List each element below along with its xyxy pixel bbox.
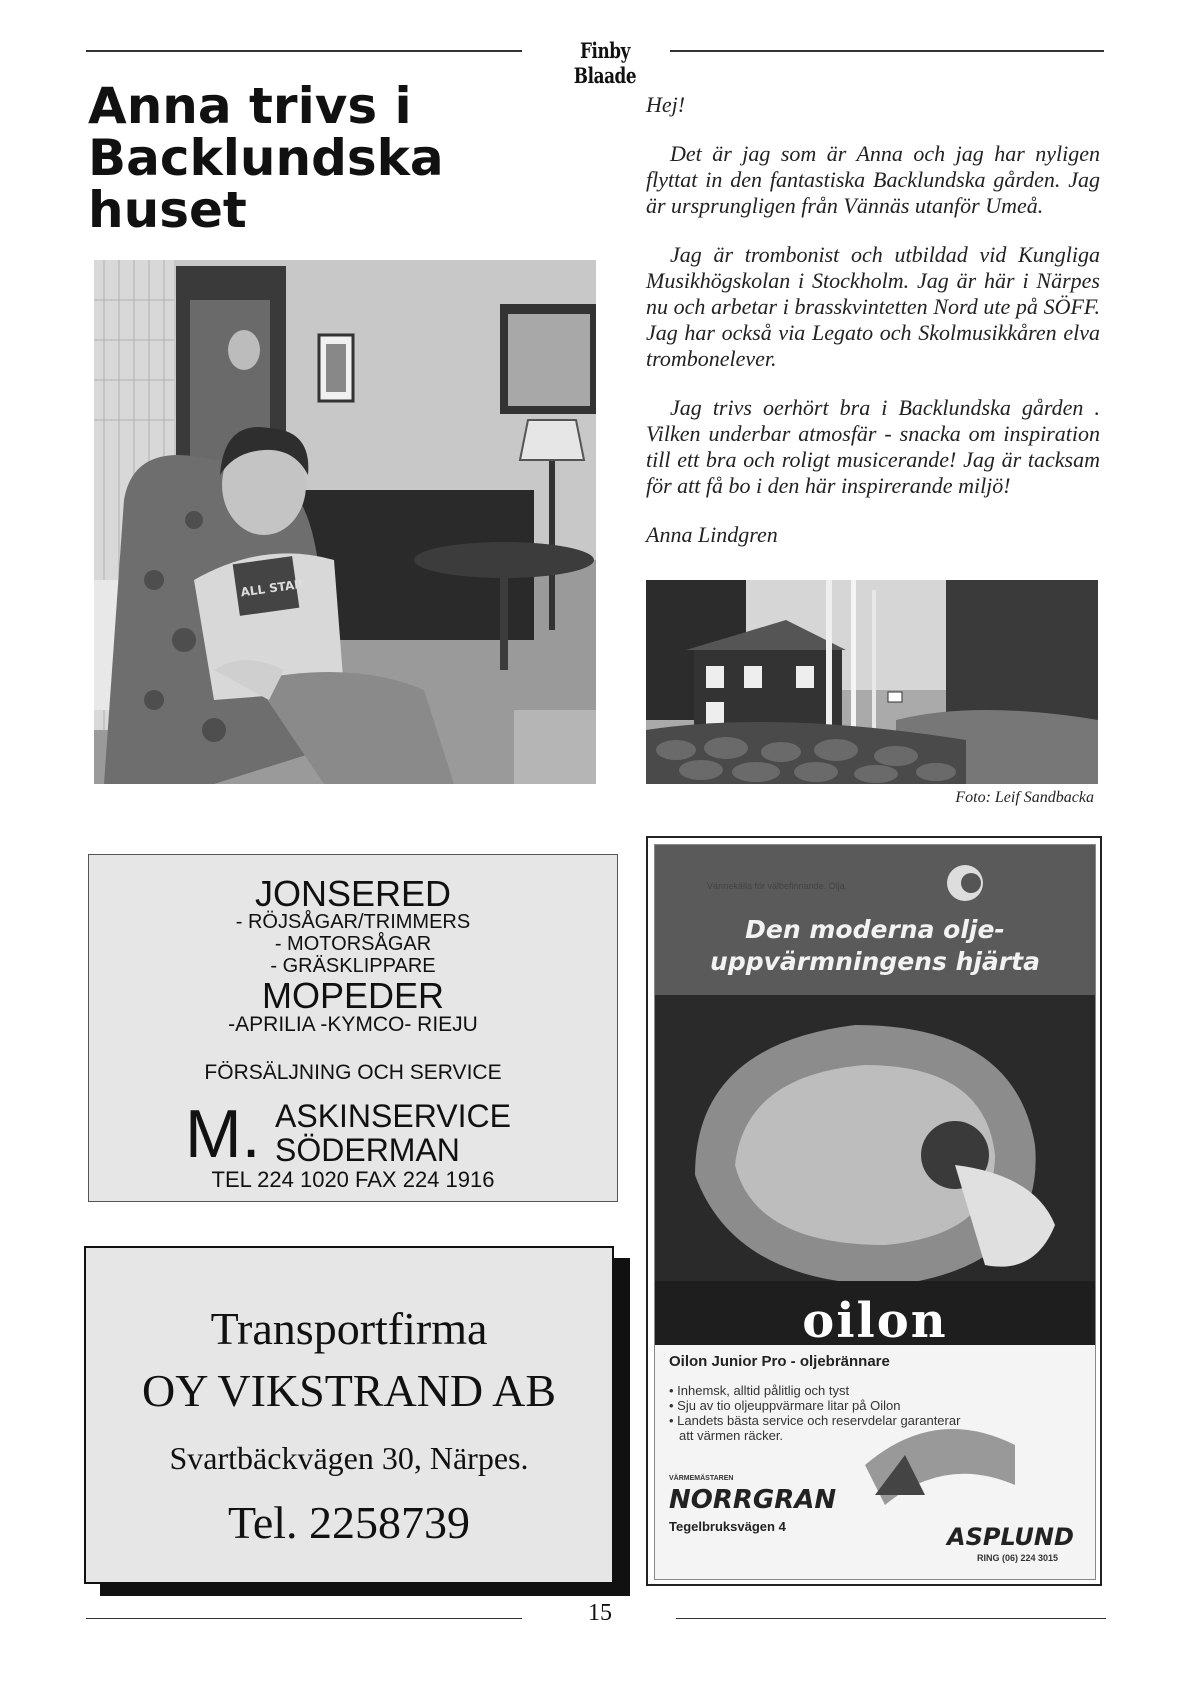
article-paragraph: Jag är trombonist och utbildad vid Kungliga Musikhögskolan i Stockholm. Jag är här i Närpes nu och arbetar i brasskvintetten Nord ute på SÖFF. Jag har också via Legato och Skolmusikkåren elva trombonelever. xyxy=(646,242,1100,371)
ad-oilon-headline: uppvärmningens hjärta xyxy=(710,947,1040,976)
ad-jonsered-phone: TEL 224 1020 FAX 224 1916 xyxy=(211,1167,495,1192)
list-item: • Landets bästa service och reservdelar garanterar xyxy=(669,1413,961,1428)
headline-line: Anna trivs i xyxy=(88,77,412,135)
article-body xyxy=(646,92,1100,571)
list-item: - RÖJSÅGAR/TRIMMERS xyxy=(235,911,471,933)
ad-oilon-tagline: Värmekälla för välbefinnande. Olja. xyxy=(707,881,848,891)
ad-oilon-dealer-small: VÄRMEMÄSTAREN xyxy=(669,1475,734,1482)
ad-transport-address: Svartbäckvägen 30, Närpes. xyxy=(169,1440,529,1476)
masthead: Finby Blaade xyxy=(573,38,637,88)
ad-transport xyxy=(84,1246,614,1584)
article-paragraph: Jag trivs oerhört bra i Backlundska gården . Vilken underbar atmosfär - snacka om inspiration till ett bra och roligt musicerande! Jag är tacksam för att få bo i den här inspirerande miljö! xyxy=(646,395,1100,498)
photo-credit: Foto: Leif Sandbacka xyxy=(955,789,1094,806)
article-headline xyxy=(88,77,538,239)
list-item: • Sju av tio oljeuppvärmare litar på Oilon xyxy=(669,1398,901,1413)
list-item: • Inhemsk, alltid pålitlig och tyst xyxy=(669,1383,850,1398)
article-greeting: Hej! xyxy=(646,92,686,117)
ad-transport-company: OY VIKSTRAND AB xyxy=(141,1365,557,1416)
header-rule-right xyxy=(670,50,1104,52)
ad-oilon xyxy=(646,836,1102,1586)
footer-rule-right xyxy=(676,1618,1106,1619)
ad-oilon-panel xyxy=(654,844,1096,1580)
photo-anna-in-armchair xyxy=(94,260,596,784)
header-rule-left xyxy=(86,50,522,52)
oilon-logo: oilon xyxy=(802,1293,948,1349)
article-paragraph: Det är jag som är Anna och jag har nyligen flyttat in den fantastiska Backlundska gården. Jag är ursprungligen från Vännäs utanför Umeå. xyxy=(646,141,1100,218)
list-item: - MOTORSÅGAR xyxy=(274,933,432,955)
ad-oilon-address: Tegelbruksvägen 4 xyxy=(669,1519,786,1534)
photo-backlundska-house xyxy=(646,580,1098,784)
page-number: 15 xyxy=(588,1600,612,1626)
ad-oilon-headline: Den moderna olje- xyxy=(745,915,1005,944)
photo-shirt-text: ALL STAR xyxy=(239,576,305,600)
ad-jonsered-list xyxy=(89,911,617,977)
ad-oilon-bullets xyxy=(669,1383,960,1443)
ad-oilon-phone: RING (06) 224 3015 xyxy=(977,1553,1059,1563)
ad-jonsered-company-line1: ASKINSERVICE xyxy=(275,1098,511,1134)
ad-jonsered-moped-brands: -APRILIA -KYMCO- RIEJU xyxy=(228,1013,478,1036)
ad-transport-phone: Tel. 2258739 xyxy=(227,1497,471,1548)
list-item: - GRÄSKLIPPARE xyxy=(270,955,436,977)
ad-jonsered-sales: FÖRSÄLJNING OCH SERVICE xyxy=(204,1061,502,1084)
ad-jonsered-m-letter: M. xyxy=(185,1096,261,1172)
ad-oilon-dealer: NORRGRAN xyxy=(669,1485,837,1515)
article-signature: Anna Lindgren xyxy=(646,522,778,547)
ad-oilon-product: Oilon Junior Pro - oljebrännare xyxy=(669,1353,890,1370)
ad-jonsered xyxy=(88,854,618,1202)
ad-jonsered-company-line2: SÖDERMAN xyxy=(275,1132,460,1168)
ad-transport-title: Transportfirma xyxy=(210,1303,488,1354)
headline-line: huset xyxy=(88,181,247,239)
list-item: att värmen räcker. xyxy=(679,1428,784,1443)
ad-jonsered-brand: JONSERED xyxy=(254,873,452,914)
ad-jonsered-mopeds: MOPEDER xyxy=(261,975,445,1016)
footer-rule-left xyxy=(86,1618,522,1619)
ad-oilon-partner: ASPLUND xyxy=(947,1523,1074,1551)
headline-line: Backlundska xyxy=(88,129,444,187)
